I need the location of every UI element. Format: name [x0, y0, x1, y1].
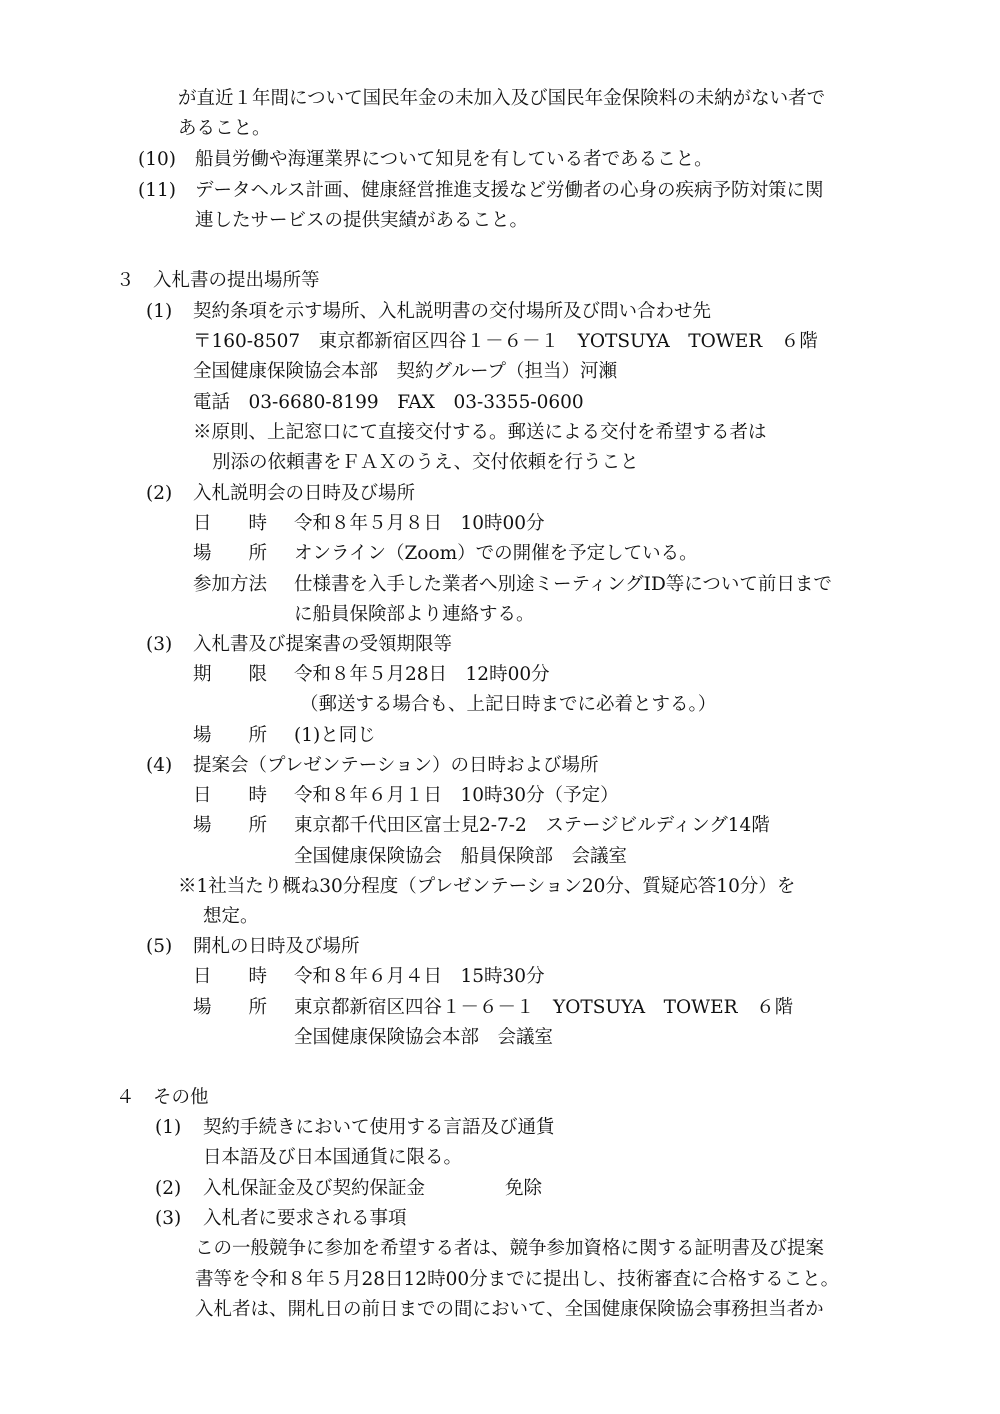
item9-continuation-line1: が直近１年間について国民年金の未加入及び国民年金保険料の未納がない者で — [178, 88, 826, 109]
s3-item5-title: 開札の日時及び場所 — [193, 936, 360, 957]
s3-item3-deadline-note: （郵送する場合も、上記日時までに必着とする。） — [300, 694, 717, 715]
s3-item2-method-label: 参加方法 — [193, 574, 268, 595]
s3-item1-note-line1: ※原則、上記窓口にて直接交付する。郵送による交付を希望する者は — [193, 422, 767, 443]
s3-item4-number: (4) — [146, 755, 173, 776]
s3-item2-place-label: 場 所 — [193, 543, 268, 564]
s3-item2-date-label: 日 時 — [193, 513, 268, 534]
item11-text: データヘルス計画、健康経営推進支援など労働者の心身の疾病予防対策に関 — [195, 180, 824, 201]
item10-text: 船員労働や海運業界について知見を有している者であること。 — [195, 149, 713, 170]
s4-item1-number: (1) — [155, 1117, 182, 1138]
s4-item3-number: (3) — [155, 1208, 182, 1229]
item9-continuation-line2: あること。 — [178, 118, 271, 139]
s3-item2-date: 令和８年５月８日 10時00分 — [294, 513, 545, 534]
s3-item1-title: 契約条項を示す場所、入札説明書の交付場所及び問い合わせ先 — [193, 301, 712, 322]
item11-number: (11) — [138, 180, 176, 201]
s3-item3-number: (3) — [146, 634, 173, 655]
s4-item1-title: 契約手続きにおいて使用する言語及び通貨 — [203, 1117, 555, 1138]
s3-item4-date-label: 日 時 — [193, 785, 268, 806]
s3-item4-place-label: 場 所 — [193, 815, 268, 836]
s3-item3-place-label: 場 所 — [193, 725, 268, 746]
s3-item1-organization: 全国健康保険協会本部 契約グループ（担当）河瀬 — [193, 361, 618, 382]
s3-item3-deadline: 令和８年５月28日 12時00分 — [294, 664, 550, 685]
s3-item2-number: (2) — [146, 483, 173, 504]
s3-item3-title: 入札書及び提案書の受領期限等 — [193, 634, 453, 655]
s4-item1-text: 日本語及び日本国通貨に限る。 — [203, 1147, 463, 1168]
s3-item4-place-line2: 全国健康保険協会 船員保険部 会議室 — [294, 846, 628, 867]
s3-item1-number: (1) — [146, 301, 173, 322]
s4-item2-title: 入札保証金及び契約保証金 — [203, 1178, 426, 1199]
s3-item3-deadline-label: 期 限 — [193, 664, 268, 685]
s3-item4-note-line2: 想定。 — [203, 906, 259, 927]
s3-item1-phone-fax: 電話 03-6680-8199 FAX 03-3355-0600 — [193, 392, 584, 413]
s4-item2-number: (2) — [155, 1178, 182, 1199]
s3-item5-date-label: 日 時 — [193, 966, 268, 987]
s4-item2-value: 免除 — [505, 1178, 543, 1199]
s3-item4-note-line1: ※1社当たり概ね30分程度（プレゼンテーション20分、質疑応答10分）を — [178, 876, 796, 897]
s3-item4-place-line1: 東京都千代田区富士見2-7-2 ステージビルディング14階 — [294, 815, 770, 836]
s3-item1-note-line2: 別添の依頼書をＦＡＸのうえ、交付依頼を行うこと — [212, 452, 639, 473]
s3-item4-title: 提案会（プレゼンテーション）の日時および場所 — [193, 755, 599, 776]
item10-number: (10) — [138, 149, 176, 170]
s3-item2-method-line1: 仕様書を入手した業者へ別途ミーティングID等について前日まで — [294, 574, 832, 595]
s4-item3-paragraph-line3: 入札者は、開札日の前日までの間において、全国健康保険協会事務担当者か — [195, 1299, 824, 1320]
s3-item5-place-label: 場 所 — [193, 997, 268, 1018]
s3-item2-place: オンライン（Zoom）での開催を予定している。 — [294, 543, 698, 564]
s3-item4-date: 令和８年６月１日 10時30分（予定） — [294, 785, 619, 806]
s3-item5-number: (5) — [146, 936, 173, 957]
section3-heading: ３ 入札書の提出場所等 — [116, 270, 320, 291]
s3-item1-address: 〒160-8507 東京都新宿区四谷１－６－１ YOTSUYA TOWER ６階 — [193, 331, 818, 352]
s3-item3-place: (1)と同じ — [294, 725, 376, 746]
s3-item2-method-line2: に船員保険部より連絡する。 — [294, 604, 535, 625]
s3-item5-date: 令和８年６月４日 15時30分 — [294, 966, 545, 987]
s3-item5-place-line1: 東京都新宿区四谷１－６－１ YOTSUYA TOWER ６階 — [294, 997, 794, 1018]
s3-item2-title: 入札説明会の日時及び場所 — [193, 483, 416, 504]
s4-item3-title: 入札者に要求される事項 — [203, 1208, 407, 1229]
s4-item3-paragraph-line1: この一般競争に参加を希望する者は、競争参加資格に関する証明書及び提案 — [195, 1238, 825, 1259]
section4-heading: ４ その他 — [116, 1087, 209, 1108]
item11-continuation: 連したサービスの提供実績があること。 — [195, 210, 529, 231]
s4-item3-paragraph-line2: 書等を令和８年５月28日12時00分までに提出し、技術審査に合格すること。 — [195, 1269, 840, 1290]
s3-item5-place-line2: 全国健康保険協会本部 会議室 — [294, 1027, 554, 1048]
